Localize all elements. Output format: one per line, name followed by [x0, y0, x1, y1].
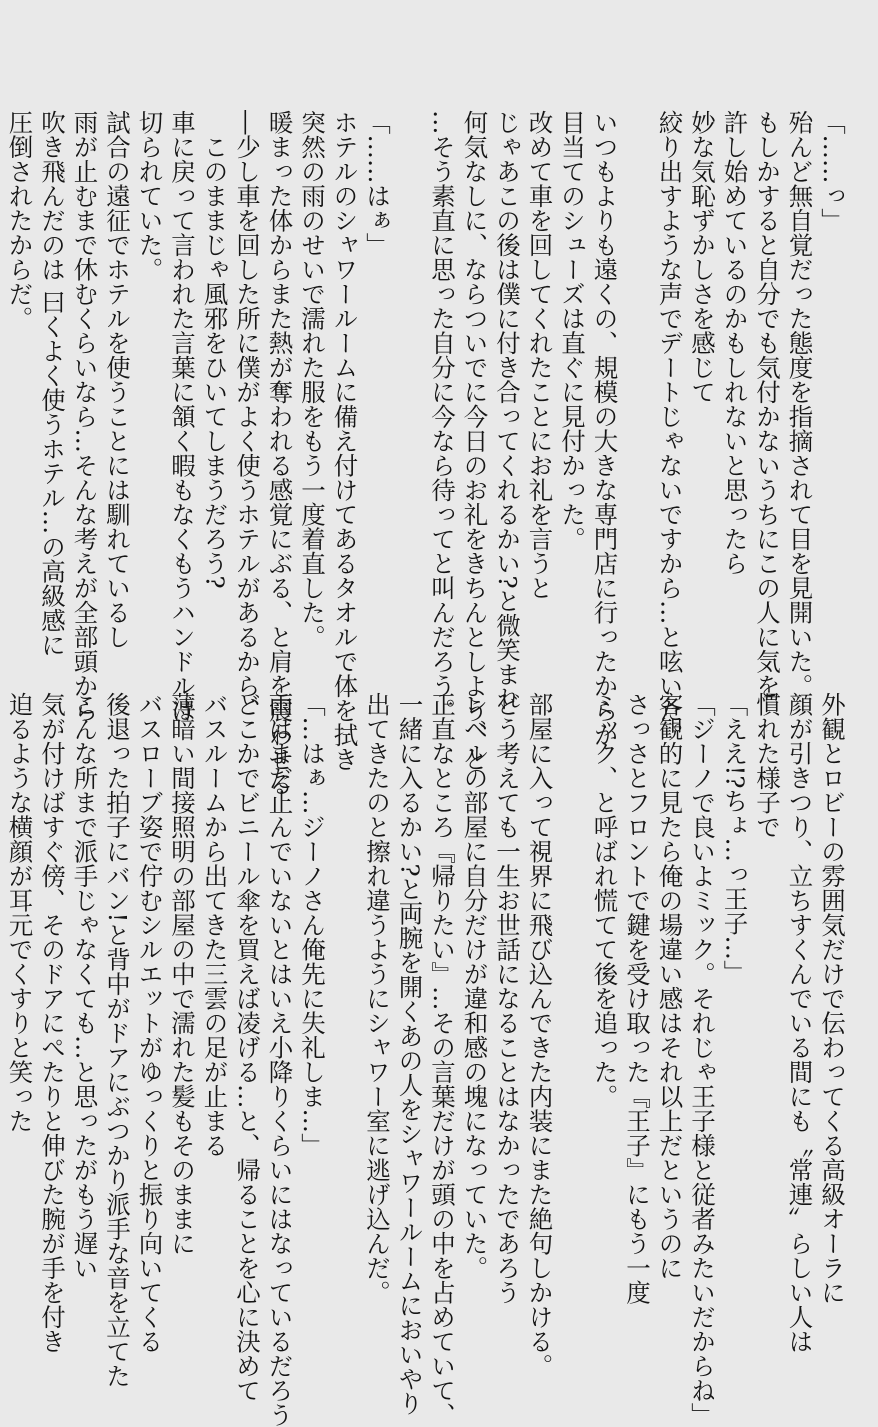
bottom-spacer	[328, 692, 361, 1292]
top-spacer	[621, 110, 654, 650]
bottom-line: 客観的に見たら俺の場違い感はそれ以上だというのに	[655, 692, 685, 1280]
top-line: 「……はぁ」	[363, 110, 392, 257]
bottom-line: 正直なところ『帰りたい』…その言葉だけが頭の中を占めていて、	[428, 692, 457, 1427]
top-line: 圧倒されたからだ。	[5, 110, 35, 331]
bottom-line: どこかでビニール傘を買えば凌げる…と、帰ることを心に決めて	[233, 692, 262, 1403]
top-line: 車に戻って言われた言葉に頷く暇もなくもうハンドルは	[168, 110, 197, 723]
bottom-line: 「ええ!?ちょ…っ王子…」	[720, 692, 750, 985]
bottom-line: バスルームから出てきた三雲の足が止まる	[200, 692, 230, 1158]
top-line: いつもよりも遠くの、規模の大きな専門店に行ったからか	[590, 110, 620, 747]
bottom-line: どう考えても一生お世話になることはなかったであろう	[493, 692, 522, 1305]
top-line: 切られていた。	[135, 110, 165, 282]
bottom-line: 「ジーノで良いよミック。それじゃ王子様と従者みたいだからね」	[688, 692, 717, 1427]
top-line: 突然の雨のせいで濡れた服をもう一度着直した。	[298, 110, 327, 649]
top-line: 何気なしに、ならついでに今日のお礼をきちんとしよう、と	[460, 110, 490, 772]
top-line: 妙な気恥ずかしさを感じて	[688, 110, 717, 404]
bottom-line: 薄暗い間接照明の部屋の中で濡れた髪もそのままに	[168, 692, 197, 1256]
top-line: 許し始めているのかもしれないと思ったら	[720, 110, 750, 576]
bottom-line: バスローブ姿で佇むシルエットがゆっくりと振り向いてくる	[135, 692, 165, 1354]
top-line: 「……っ」	[818, 110, 847, 233]
bottom-line: 外観とロビーの雰囲気だけで伝わってくる高級オーラに	[818, 692, 847, 1305]
bottom-line: ミック、と呼ばれ慌てて後を追った。	[590, 692, 620, 1109]
top-line: 暖まった体からまた熱が奪われる感覚にぶる、と肩を震わせる	[265, 110, 295, 796]
bottom-line: 顔が引きつり、立ちすくんでいる間にも〝常連〟らしい人は	[785, 692, 815, 1354]
text-block-bottom	[5, 692, 848, 1427]
top-line: もしかすると自分でも気付かないうちにこの人に気を	[753, 110, 782, 698]
bottom-spacer	[556, 692, 589, 1292]
bottom-line: 「…はぁ…ジーノさん俺先に失礼しま…」	[298, 692, 327, 1158]
top-line: 目当てのシューズは直ぐに見付かった。	[558, 110, 587, 551]
bottom-line: 一緒に入るかい?と両腕を開くあの人をシャワールームにおいやり	[395, 692, 425, 1416]
bottom-line: 後退った拍子にバン!と背中がドアにぶつかり派手な音を立てた	[103, 692, 132, 1388]
bottom-line: 出てきたのと擦れ違うようにシャワー室に逃げ込んだ。	[363, 692, 392, 1305]
bottom-line: こんな所まで派手じゃなくても…と思ったがもう遅い	[70, 692, 100, 1280]
bottom-line: 気が付けばすぐ傍、そのドアにぺたりと伸びた腕が手を付き	[38, 692, 67, 1354]
bottom-line: レベルの部屋に自分だけが違和感の塊になっていた。	[460, 692, 490, 1280]
bottom-line: 迫るような横顔が耳元でくすりと笑った	[5, 692, 35, 1133]
bottom-line: さっさとフロントで鍵を受け取った『王子』にもう一度	[623, 692, 652, 1305]
bottom-line: 雨はまだ止んでいないとはいえ小降りくらいにはなっているだろう	[265, 692, 295, 1427]
top-line: じゃあこの後は僕に付き合ってくれるかい?と微笑まれ	[493, 110, 522, 712]
top-line: ホテルのシャワールームに備え付けてあるタオルで体を拭き	[330, 110, 360, 772]
top-line: 雨が止むまで休むくらいなら…そんな考えが全部頭から	[70, 110, 100, 723]
top-line: このままじゃ風邪をひいてしまうだろう?	[200, 110, 230, 589]
top-spacer	[393, 110, 426, 650]
top-line: 試合の遠征でホテルを使うことには馴れているし	[103, 110, 132, 649]
bottom-line: 部屋に入って視界に飛び込んできた内装にまた絶句しかける。	[525, 692, 555, 1378]
top-line: 改めて車を回してくれたことにお礼を言うと	[525, 110, 555, 600]
top-line: 吹き飛んだのは 曰くよく使うホテル…の高級感に	[38, 110, 67, 657]
top-line: 殆んど無自覚だった態度を指摘されて目を見開いた。	[785, 110, 815, 698]
top-line: ―少し車を回した所に僕がよく使うホテルがあるから、	[233, 110, 262, 723]
bottom-line: 慣れた様子で	[753, 692, 782, 839]
top-line: …そう素直に思った自分に今なら待ってと叫んだろう。	[428, 110, 457, 723]
top-line: 絞り出すような声でデートじゃないですから…と呟いた。	[655, 110, 685, 747]
